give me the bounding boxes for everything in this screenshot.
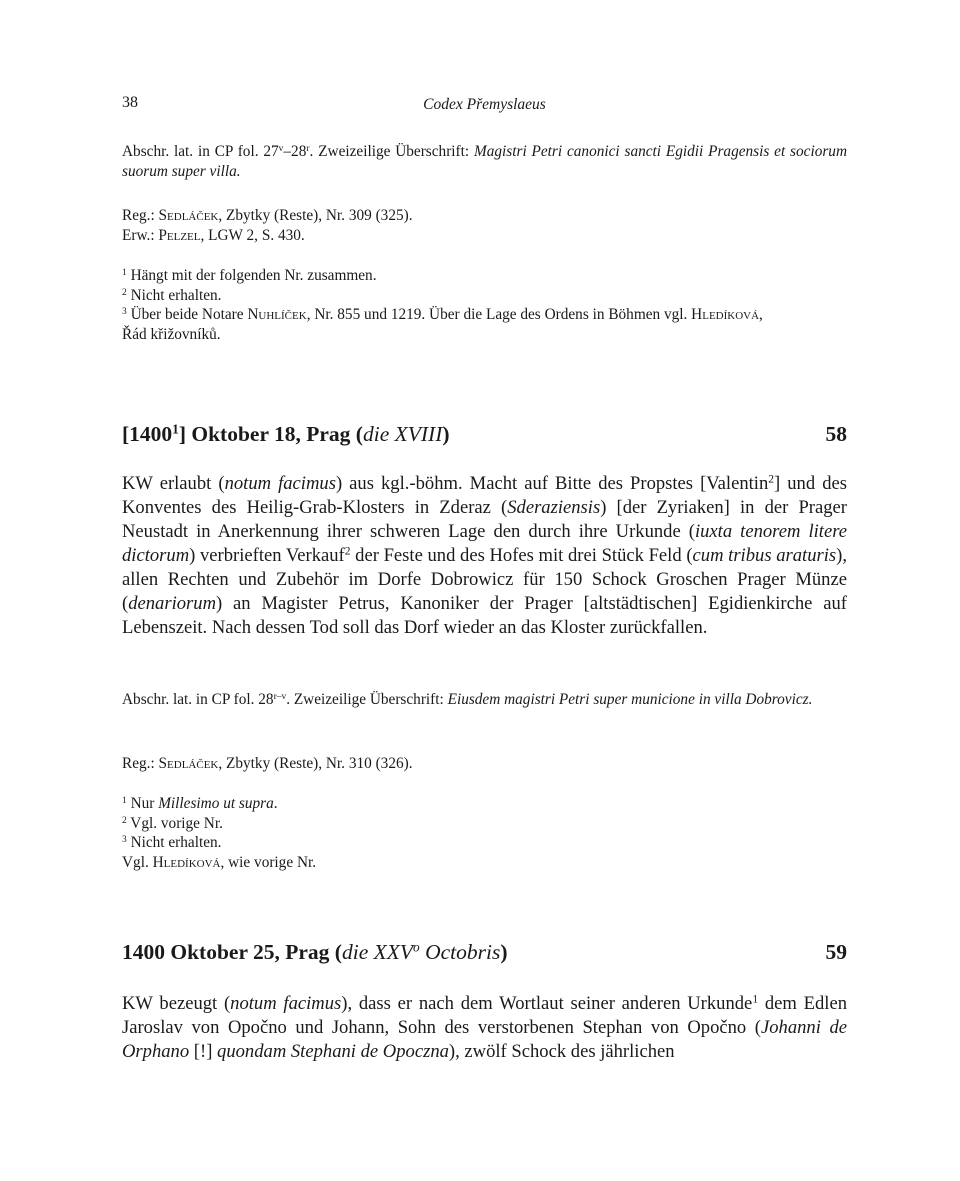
page-header: [122, 94, 847, 118]
footnote: $^1$ Hängt mit der folgenden Nr. zusammen.: [122, 267, 377, 284]
footnote: $^2$ Vgl. vorige Nr.: [122, 814, 223, 832]
entry-number: 58: [825, 422, 847, 446]
footnotes-prev: [122, 266, 847, 344]
footnotes-58: [122, 794, 847, 872]
running-title: Codex Přemyslaeus: [423, 96, 546, 113]
footnote: Vgl. Hledíková, wie vorige Nr.: [122, 853, 317, 871]
entry-heading: [122, 940, 847, 965]
footnote: $^3$ Nicht erhalten.: [122, 834, 222, 851]
copy-note: Abschr. lat. in CP fol. 28$^{r-v}$. Zweizeilige Überschrift: Eiusdem magistri Petri super municione in villa Dobrovicz.: [122, 691, 813, 708]
entry-number: 59: [825, 940, 847, 964]
copy-note: Abschr. lat. in CP fol. 27$^v$–28$^r$. Zweizeilige Überschrift: Magistri Petri canonici sancti Egidii Pragensis et sociorum suorum super villa.: [122, 143, 847, 180]
entry-body: KW erlaubt (notum facimus) aus kgl.-böhm. Macht auf Bitte des Propstes [Valentin$^2$] und des Konventes des Heilig-Grab-Klosters in Zderaz (Sderaziensis) [der Zyriaken] in der Prager Neustadt in Anerkennung ihrer schweren Lage den durch ihre Urkunde (iuxta tenorem litere dictorum) verbrieften Verkauf$^2$ der Feste und des Hofes mit drei Stück Feld (cum tribus araturis), allen Rechten und Zubehör im Dorfe Dobrowicz für 150 Schock Groschen Prager Münze (denariorum) an Magister Petrus, Kanoniker der Prager [altstädtischen] Egidienkirche auf Lebenszeit. Nach dessen Tod soll das Dorf wieder an das Kloster zurückfallen.: [122, 473, 848, 638]
footnote: $^1$ Nur Millesimo ut supra.: [122, 795, 278, 812]
entry-date: [1400$^1$] Oktober 18, Prag (die XVIII): [122, 421, 450, 446]
footnote: $^3$ Über beide Notare Nuhlíček, Nr. 855 und 1219. Über die Lage des Ordens in Böhmen vgl. Hledíková, Řád křižovníků.: [122, 306, 763, 343]
regest-note: Reg.: Sedláček, Zbytky (Reste), Nr. 309 (325). Erw.: Pelzel, LGW 2, S. 430.: [122, 207, 413, 244]
entry-body: KW bezeugt (notum facimus), dass er nach dem Wortlaut seiner anderen Urkunde$^1$ dem Edlen Jaroslav von Opočno und Johann, Sohn des verstorbenen Stephan von Opočno (Johanni de Orphano [!] quondam Stephani de Opoczna), zwölf Schock des jährlichen: [122, 993, 847, 1062]
entry-date: 1400 Oktober 25, Prag (die XXV$^o$ Octobris): [122, 939, 508, 964]
page-number: 38: [122, 94, 138, 111]
footnote: $^2$ Nicht erhalten.: [122, 286, 222, 304]
entry-heading: [122, 422, 847, 447]
regest-note: Reg.: Sedláček, Zbytky (Reste), Nr. 310 (326).: [122, 755, 413, 772]
